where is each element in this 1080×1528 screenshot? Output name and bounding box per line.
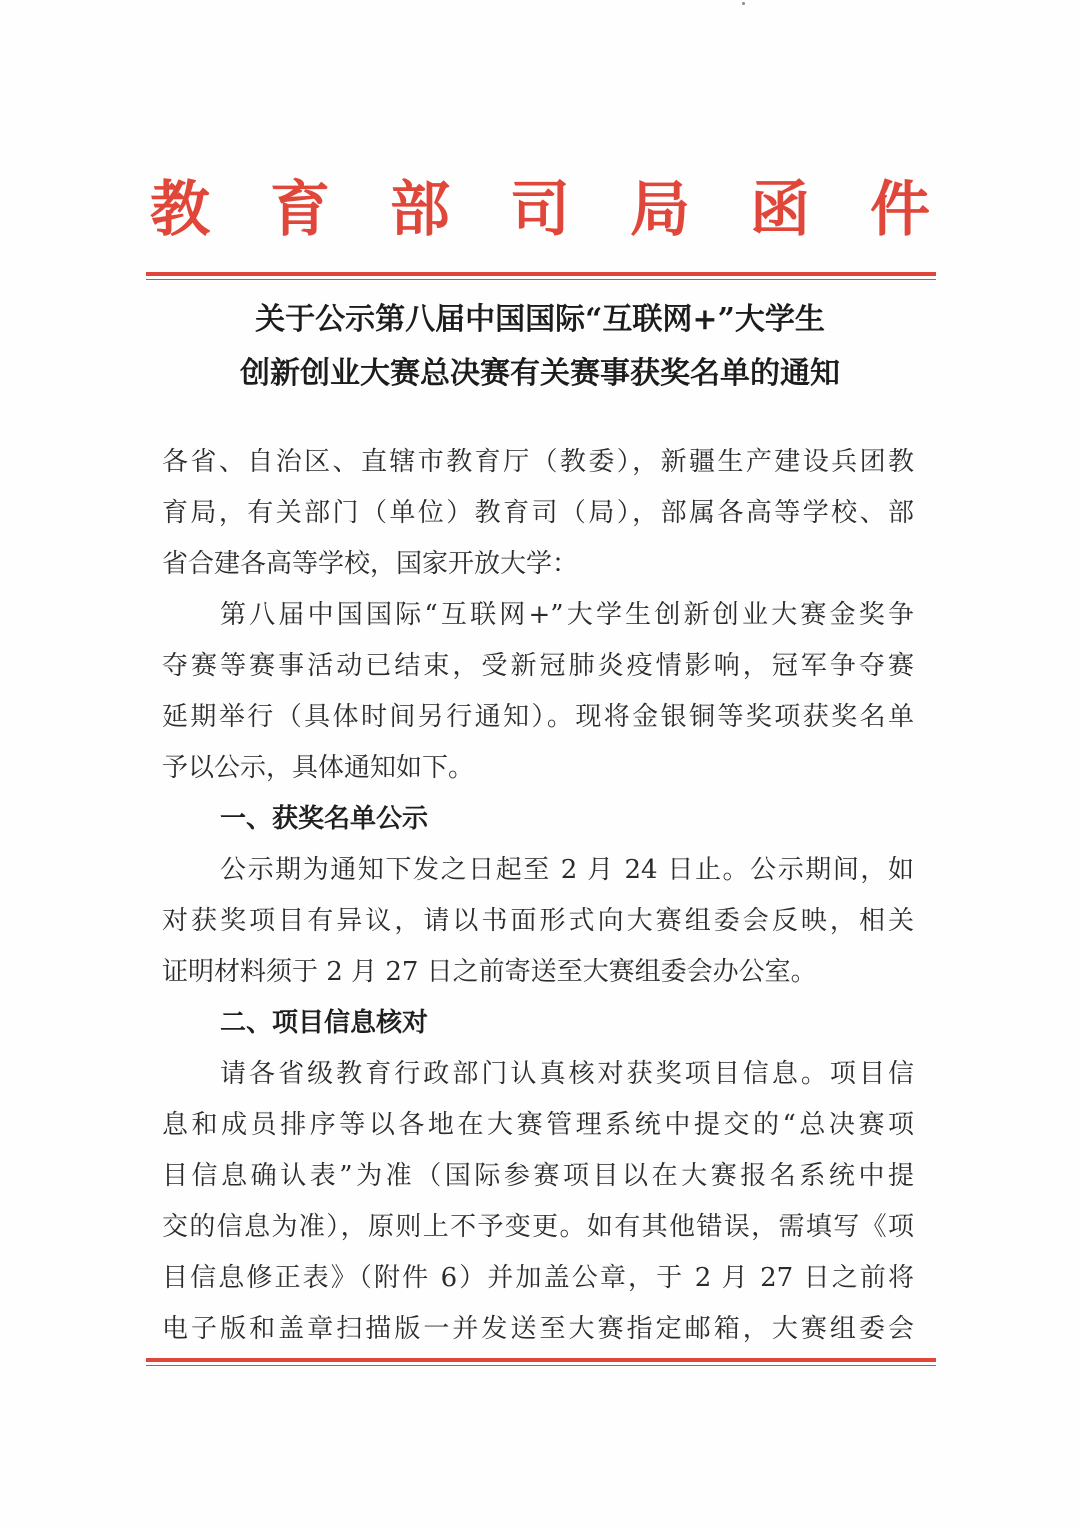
- addressee-line: 育局，有关部门（单位）教育司（局），部属各高等学校、部: [162, 498, 914, 528]
- divider-thin-line: [146, 1365, 936, 1366]
- document-title-line-1: 关于公示第八届中国国际“互联网+”大学生: [255, 302, 825, 337]
- paragraph-line: 予以公示，具体通知如下。: [162, 753, 475, 783]
- letterhead-char: 局: [630, 175, 690, 245]
- paragraph-line: 息和成员排序等以各地在大赛管理系统中提交的“总决赛项: [162, 1110, 914, 1140]
- letterhead-char: 育: [270, 175, 330, 245]
- paragraph-line: 公示期为通知下发之日起至 2 月 24 日止。公示期间，如: [220, 855, 914, 885]
- paragraph-line: 目信息确认表”为准（国际参赛项目以在大赛报名系统中提: [162, 1161, 914, 1191]
- paragraph-line: 目信息修正表》（附件 6）并加盖公章，于 2 月 27 日之前将: [162, 1263, 914, 1293]
- letterhead-char: 教: [150, 175, 210, 245]
- section-heading: 一、获奖名单公示: [220, 804, 429, 834]
- paragraph-line: 电子版和盖章扫描版一并发送至大赛指定邮箱，大赛组委会: [162, 1314, 914, 1344]
- letterhead-char: 部: [390, 175, 450, 245]
- paragraph-line: 夺赛等赛事活动已结束，受新冠肺炎疫情影响，冠军争夺赛: [162, 651, 914, 681]
- paragraph-line: 第八届中国国际“互联网+”大学生创新创业大赛金奖争: [220, 600, 914, 630]
- section-heading: 二、项目信息核对: [220, 1008, 429, 1038]
- addressee-line: 省合建各高等学校，国家开放大学：: [162, 549, 579, 579]
- letterhead-char: 司: [510, 175, 570, 245]
- letterhead-char: 函: [750, 175, 810, 245]
- paragraph-line: 对获奖项目有异议，请以书面形式向大赛组委会反映，相关: [162, 906, 914, 936]
- page-divider-bottom: [146, 1358, 936, 1366]
- scan-speck: [742, 2, 745, 5]
- document-title-line-2: 创新创业大赛总决赛有关赛事获奖名单的通知: [240, 356, 840, 391]
- divider-thin-line: [146, 279, 936, 280]
- paragraph-line: 延期举行（具体时间另行通知）。现将金银铜等奖项获奖名单: [162, 702, 914, 732]
- letterhead: [150, 170, 930, 250]
- letterhead-divider-top: [146, 272, 936, 280]
- paragraph-line: 请各省级教育行政部门认真核对获奖项目信息。项目信: [220, 1059, 914, 1089]
- paragraph-line: 证明材料须于 2 月 27 日之前寄送至大赛组委会办公室。: [162, 957, 817, 987]
- addressee-line: 各省、自治区、直辖市教育厅（教委），新疆生产建设兵团教: [162, 447, 914, 477]
- letterhead-char: 件: [870, 175, 930, 245]
- paragraph-line: 交的信息为准），原则上不予变更。如有其他错误，需填写《项: [162, 1212, 914, 1242]
